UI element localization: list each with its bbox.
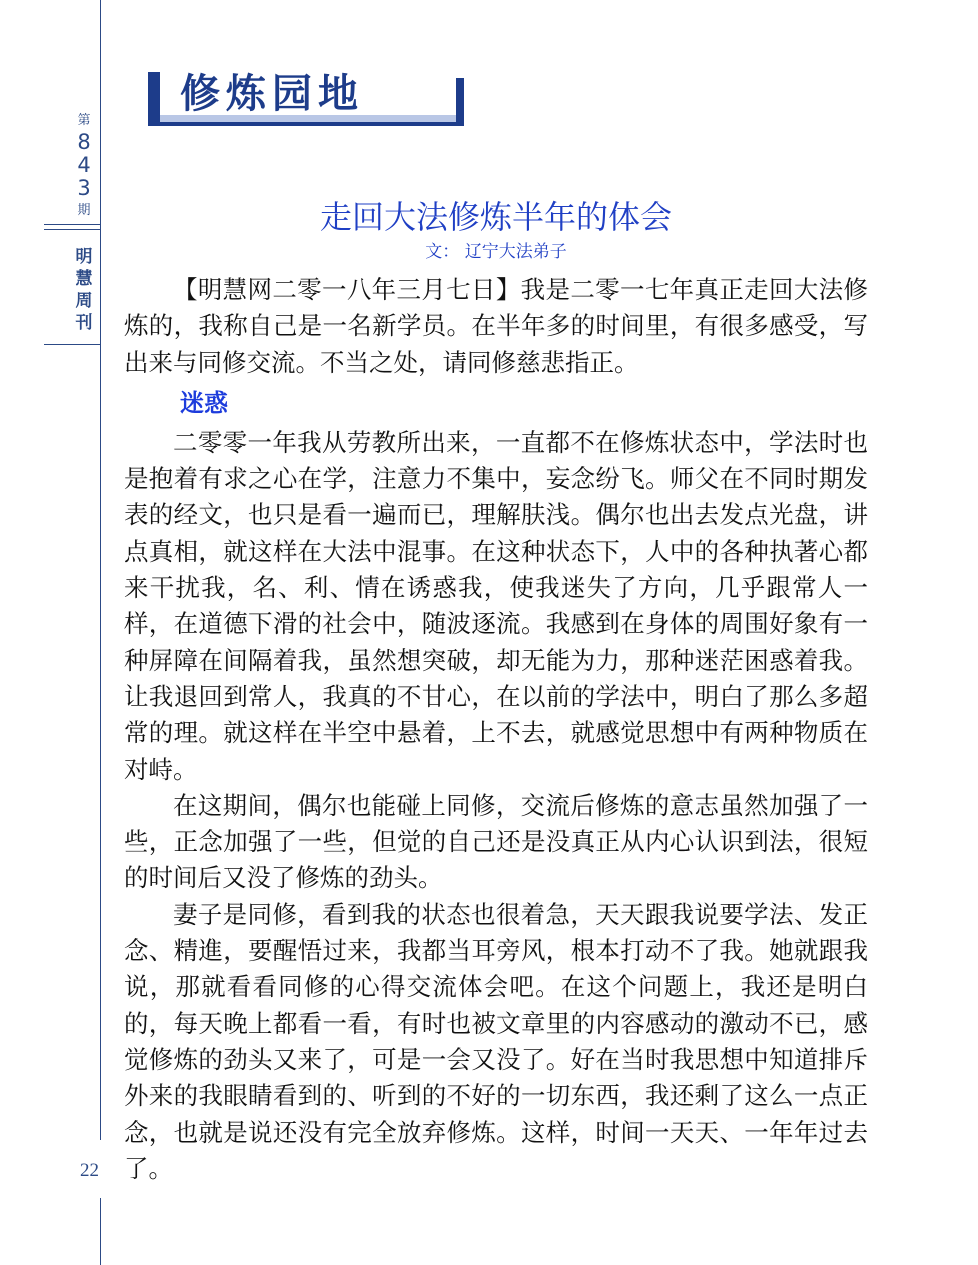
banner-right-bar [456, 78, 464, 126]
journal-char: 周 [75, 291, 93, 311]
banner-bottom-bar [148, 122, 464, 126]
section-subheading: 迷惑 [180, 388, 228, 417]
banner-left-bar [148, 72, 160, 122]
body-paragraph: 在这期间，偶尔也能碰上同修，交流后修炼的意志虽然加强了一些，正念加强了一些，但觉的自己还是没真正从内心认识到法，很短的时间后又没了修炼的劲头。 [124, 790, 868, 893]
margin-rule-bottom [100, 1198, 101, 1265]
page-number: 22 [80, 1160, 99, 1181]
divider [44, 224, 101, 225]
issue-digit: 3 [77, 176, 91, 200]
article-byline: 文： 辽宁大法弟子 [425, 242, 567, 262]
body-paragraph: 二零零一年我从劳教所出来，一直都不在修炼状态中，学法时也是抱着有求之心在学，注意力不集中，妄念纷飞。师父在不同时期发表的经文，也只是看一遍而已，理解肤浅。偶尔也出去发点光盘，讲点真相，就这样在大法中混事。在这种状态下，人中的各种执著心都来干扰我，名、利、情在诱惑我，使我迷失了方向，几乎跟常人一样，在道德下滑的社会中，随波逐流。我感到在身体的周围好象有一种屏障在间隔着我，虽然想突破，却无能为力，那种迷茫困惑着我。让我退回到常人，我真的不甘心，在以前的学法中，明白了那么多超常的理。就这样在半空中悬着，上不去，就感觉思想中有两种物质在对峙。 [124, 427, 868, 784]
divider [44, 344, 101, 345]
divider [44, 229, 101, 230]
intro-paragraph: 【明慧网二零一八年三月七日】我是二零一七年真正走回大法修炼的，我称自己是一名新学员。在半年多的时间里，有很多感受，写出来与同修交流。不当之处，请同修慈悲指正。 [124, 275, 868, 377]
issue-digit: 8 [77, 130, 91, 154]
issue-suffix: 期 [77, 203, 91, 218]
journal-char: 刊 [75, 313, 93, 333]
issue-prefix: 第 [77, 113, 91, 128]
journal-char: 明 [75, 247, 93, 267]
article-title: 走回大法修炼半年的体会 [319, 198, 672, 236]
article-body [124, 272, 868, 1187]
journal-char: 慧 [75, 269, 93, 289]
issue-digit: 4 [77, 153, 91, 177]
section-title: 修炼园地 [180, 71, 364, 117]
issue-digits [60, 131, 108, 200]
body-paragraph: 妻子是同修，看到我的状态也很着急，天天跟我说要学法、发正念、精進，要醒悟过来，我都当耳旁风，根本打动不了我。她就跟我说，那就看看同修的心得交流体会吧。在这个问题上，我还是明白的，每天晚上都看一看，有时也被文章里的内容感动的激动不已，感觉修炼的劲头又来了，可是一会又没了。好在当时我思想中知道排斥外来的我眼睛看到的、听到的不好的一切东西，我还剩了这么一点正念，也就是说还没有完全放弃修炼。这样，时间一天天、一年年过去了。 [124, 899, 868, 1183]
section-banner [148, 70, 464, 126]
issue-number [60, 112, 108, 219]
journal-name [60, 246, 108, 334]
